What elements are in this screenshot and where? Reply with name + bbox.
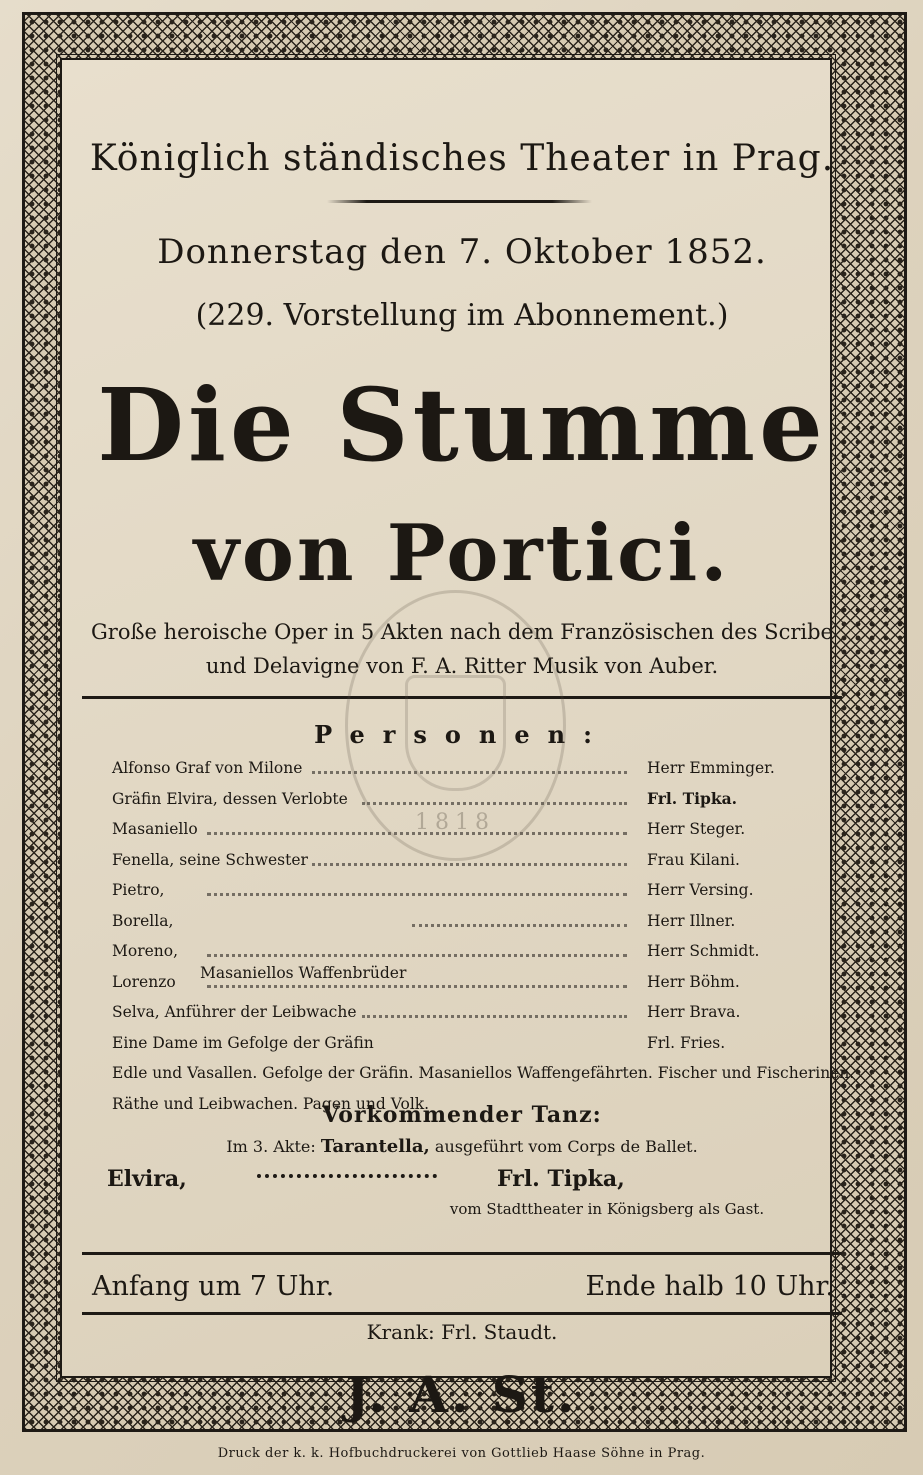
cast-actor: Herr Böhm. bbox=[647, 972, 740, 991]
dance-role: Elvira, bbox=[107, 1166, 187, 1192]
time-row bbox=[82, 1263, 842, 1313]
theater-name: Königlich ständisches Theater in Prag. bbox=[89, 138, 835, 179]
cast-role: Moreno, bbox=[112, 942, 179, 960]
cast-row bbox=[112, 906, 817, 937]
leader-dots bbox=[412, 906, 627, 927]
cast-role: Alfonso Graf von Milone bbox=[112, 759, 303, 777]
performance-date: Donnerstag den 7. Oktober 1852. bbox=[157, 232, 767, 272]
cast-group-note: Masaniellos Waffenbrüder bbox=[200, 964, 407, 982]
cast-role: Selva, Anführer der Leibwache bbox=[112, 1003, 357, 1021]
guest-note: vom Stadttheater in Königsberg als Gast. bbox=[449, 1200, 765, 1218]
stamp-year: 1818 bbox=[415, 810, 495, 835]
cast-actor: Herr Steger. bbox=[647, 820, 746, 838]
description-line1: Große heroische Oper in 5 Akten nach dem Französischen des Scribe bbox=[91, 620, 833, 644]
leader-dots bbox=[207, 936, 627, 957]
ensemble-row bbox=[112, 1058, 855, 1089]
cast-role: Fenella, seine Schwester bbox=[112, 850, 308, 869]
dance-dancer: Frl. Tipka, bbox=[497, 1166, 625, 1192]
dance-act: Im 3. Akte: bbox=[226, 1137, 316, 1156]
cast-actor: Frl. Tipka. bbox=[647, 788, 738, 808]
stamp-shield-icon bbox=[405, 675, 506, 791]
illness-note: Krank: Frl. Staudt. bbox=[366, 1320, 558, 1344]
dance-heading: Vorkommender Tanz: bbox=[322, 1102, 602, 1128]
leader-dots bbox=[362, 997, 627, 1018]
subscription-note: (229. Vorstellung im Abonnement.) bbox=[195, 298, 729, 333]
end-time: Ende halb 10 Uhr. bbox=[585, 1271, 834, 1302]
dance-role-row bbox=[107, 1166, 817, 1200]
cast-role: Borella, bbox=[112, 911, 174, 930]
ensemble-line1: Edle und Vasallen. Gefolge der Gräfin. Masaniellos Waffengefährten. Fischer und Fischerinen. bbox=[112, 1064, 855, 1082]
dance-name: Tarantella, bbox=[320, 1136, 430, 1157]
cast-role: Pietro, bbox=[112, 881, 165, 899]
cast-role: Lorenzo bbox=[112, 972, 176, 991]
cast-row bbox=[112, 1028, 817, 1059]
leader-dots bbox=[257, 1174, 437, 1178]
cast-row bbox=[112, 875, 817, 906]
dance-performer-note: ausgeführt vom Corps de Ballet. bbox=[434, 1137, 698, 1156]
cast-role: Eine Dame im Gefolge der Gräfin bbox=[112, 1033, 374, 1052]
dance-line bbox=[82, 1136, 842, 1157]
cast-actor: Herr Schmidt. bbox=[647, 942, 760, 960]
cast-heading: Personen: bbox=[314, 720, 610, 749]
section-divider bbox=[82, 1252, 842, 1255]
cast-actor: Herr Versing. bbox=[647, 881, 754, 899]
opera-title-line1: Die Stumme bbox=[97, 366, 827, 484]
cast-row bbox=[112, 997, 817, 1028]
cast-actor: Herr Illner. bbox=[647, 911, 736, 930]
cast-role: Gräfin Elvira, dessen Verlobte bbox=[112, 789, 348, 808]
cast-actor: Frl. Fries. bbox=[647, 1033, 726, 1052]
section-divider bbox=[82, 1312, 842, 1315]
printer-imprint: Druck der k. k. Hofbuchdruckerei von Gottlieb Haase Söhne in Prag. bbox=[217, 1446, 706, 1461]
cast-actor: Herr Emminger. bbox=[647, 759, 775, 777]
description-line2: und Delavigne von F. A. Ritter Musik von Auber. bbox=[205, 654, 719, 678]
ensemble-line2: Räthe und Leibwachen. Pagen und Volk. bbox=[112, 1094, 430, 1113]
ornamental-rule bbox=[327, 200, 592, 203]
leader-dots bbox=[207, 875, 627, 896]
cast-actor: Frau Kilani. bbox=[647, 850, 740, 869]
start-time: Anfang um 7 Uhr. bbox=[92, 1271, 335, 1302]
director-initials: J. A. St. bbox=[345, 1365, 578, 1424]
opera-title-line2: von Portici. bbox=[193, 508, 731, 599]
cast-role: Masaniello bbox=[112, 820, 198, 838]
cast-actor: Herr Brava. bbox=[647, 1003, 741, 1021]
